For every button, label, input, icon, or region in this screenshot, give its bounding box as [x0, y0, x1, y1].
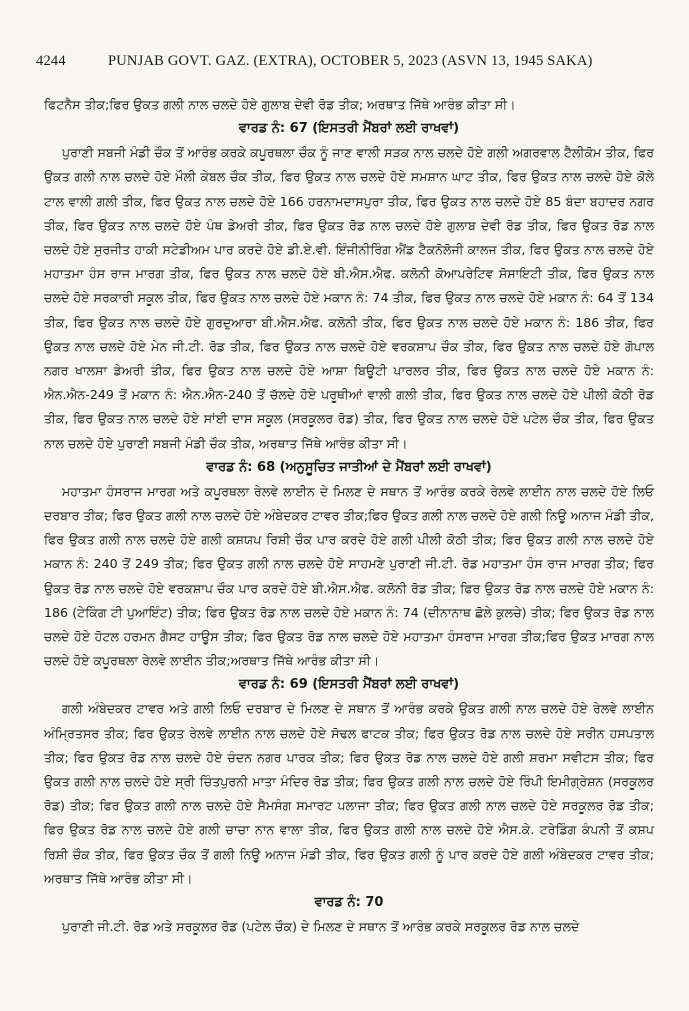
ward-67-heading: ਵਾਰਡ ਨੰ: 67 (ਇਸਤਰੀ ਮੈਂਬਰਾਂ ਲਈ ਰਾਖਵਾਂ): [238, 121, 460, 137]
intro-paragraph: ਫਿਟਨੈਸ ਤੀਕ;ਫਿਰ ਉਕਤ ਗਲੀ ਨਾਲ ਚਲਦੇ ਹੋਏ ਗੁਲਾਬ ਦੇਵੀ ਰੋਡ ਤੀਕ; ਅਰਥਾਤ ਜਿੱਥੇ ਆਰੰਭ ਕੀਤਾ ਸੀ।: [44, 97, 516, 112]
ward-69-description: ਗਲੀ ਅੰਬੇਦਕਰ ਟਾਵਰ ਅਤੇ ਗਲੀ ਲਿਓ ਦਰਬਾਰ ਦੇ ਮਿਲਣ ਦੇ ਸਥਾਨ ਤੋਂ ਆਰੰਭ ਕਰਕੇ ਉਕਤ ਗਲੀ ਨਾਲ ਚਲਦੇ ਹੋਏ ਰੇਲਵੇ ਲਾਈਨ ਅੰਮ੍ਰਿਤਸਰ ਤੀਕ; ਫਿਰ ਉਕਤ ਰੇਲਵੇ ਲਾਈਨ ਨਾਲ ਚਲਦੇ ਹੋਏ ਸੋਢਲ ਫਾਟਕ ਤੀਕ; ਫਿਰ ਉਕਤ ਰੋਡ ਨਾਲ ਚਲਦੇ ਹੋਏ ਸਰੀਨ ਹਸਪਤਾਲ ਤੀਕ; ਫਿਰ ਉਕਤ ਰੋਡ ਨਾਲ ਚਲਦੇ ਹੋਏ ਚੰਦਨ ਨਗਰ ਪਾਰਕ ਤੀਕ; ਫਿਰ ਉਕਤ ਰੋਡ ਨਾਲ ਚਲਦੇ ਹੋਏ ਗਲੀ ਸ਼ਰਮਾ ਸਵੀਟਸ ਤੀਕ; ਫਿਰ ਉਕਤ ਗਲੀ ਨਾਲ ਚਲਦੇ ਹੋਏ ਸ੍ਰੀ ਚਿੰਤਪੁਰਨੀ ਮਾਤਾ ਮੰਦਿਰ ਰੋਡ ਤੀਕ; ਫਿਰ ਉਕਤ ਗਲੀ ਨਾਲ ਚਲਦੇ ਹੋਏ ਰਿੰਪੀ ਇਮੀਗ੍ਰੇਸ਼ਨ (ਸਰਕੂਲਰ ਰੋਡ) ਤੀਕ; ਫਿਰ ਉਕਤ ਗਲੀ ਨਾਲ ਚਲਦੇ ਹੋਏ ਸੈਮਸੰਗ ਸਮਾਰਟ ਪਲਾਜਾ ਤੀਕ; ਫਿਰ ਉਕਤ ਗਲੀ ਨਾਲ ਚਲਦੇ ਹੋਏ ਸਰਕੂਲਰ ਰੋਡ ਤੀਕ; ਫਿਰ ਉਕਤ ਰੋਡ ਨਾਲ ਚਲਦੇ ਹੋਏ ਗਲੀ ਚਾਚਾ ਨਾਨ ਵਾਲਾ ਤੀਕ, ਫਿਰ ਉਕਤ ਗਲੀ ਨਾਲ ਚਲਦੇ ਹੋਏ ਐਸ.ਕੇ. ਟਰੇਡਿੰਗ ਕੰਪਨੀ ਤੋਂ ਕਸ਼ਪ ਰਿਸ਼ੀ ਚੌਕ ਤੀਕ, ਫਿਰ ਉਕਤ ਚੌਕ ਤੋਂ ਗਲੀ ਨਿਊ ਅਨਾਜ ਮੰਡੀ ਤੀਕ, ਫਿਰ ਉਕਤ ਗਲੀ ਨੂੰ ਪਾਰ ਕਰਦੇ ਹੋਏ ਗਲੀ ਅੰਬੇਦਕਰ ਟਾਵਰ ਤੀਕ; ਅਰਥਾਤ ਜਿੱਥੇ ਆਰੰਭ ਕੀਤਾ ਸੀ।: [44, 701, 654, 886]
ward-70-heading: ਵਾਰਡ ਨੰ: 70: [314, 895, 384, 911]
ward-70-description: ਪੁਰਾਣੀ ਜੀ.ਟੀ. ਰੋਡ ਅਤੇ ਸਰਕੂਲਰ ਰੋਡ (ਪਟੇਲ ਚੌਕ) ਦੇ ਮਿਲਣ ਦੇ ਸਥਾਨ ਤੋਂ ਆਰੰਭ ਕਰਕੇ ਸਰਕੂਲਰ ਰੋਡ ਨਾਲ ਚਲਦੇ: [62, 919, 580, 935]
gazette-title: PUNJAB GOVT. GAZ. (EXTRA), OCTOBER 5, 2023 (ASVN 13, 1945 SAKA): [108, 53, 593, 69]
page-content: [44, 93, 654, 939]
ward-67-description: ਪੁਰਾਣੀ ਸਬਜੀ ਮੰਡੀ ਚੌਕ ਤੋਂ ਆਰੰਭ ਕਰਕੇ ਕਪੂਰਥਲਾ ਚੌਕ ਨੂੰ ਜਾਣ ਵਾਲੀ ਸੜਕ ਨਾਲ ਚਲਦੇ ਹੋਏ ਗਲੀ ਅਗਰਵਾਲ ਟੈਲੀਕੋਮ ਤੀਕ, ਫਿਰ ਉਕਤ ਗਲੀ ਨਾਲ ਚਲਦੇ ਹੋਏ ਮੌਲੀ ਕੇਬਲ ਚੌਕ ਤੀਕ, ਫਿਰ ਉਕਤ ਨਾਲ ਚਲਦੇ ਹੋਏ ਸਮਸ਼ਾਨ ਘਾਟ ਤੀਕ, ਫਿਰ ਉਕਤ ਨਾਲ ਚਲਦੇ ਹੋਏ ਕੋਲੇ ਟਾਲ ਵਾਲੀ ਗਲੀ ਤੀਕ, ਫਿਰ ਉਕਤ ਨਾਲ ਚਲਦੇ ਹੋਏ 166 ਹਰਨਾਮਦਾਸਪੁਰਾ ਤੀਕ, ਫਿਰ ਉਕਤ ਨਾਲ ਚਲਦੇ ਹੋਏ 85 ਬੰਦਾ ਬਹਾਦਰ ਨਗਰ ਤੀਕ, ਫਿਰ ਉਕਤ ਨਾਲ ਚਲਦੇ ਹੋਏ ਪੰਥ ਡੇਅਰੀ ਤੀਕ, ਫਿਰ ਉਕਤ ਰੋਡ ਨਾਲ ਚਲਦੇ ਹੋਏ ਗੁਲਾਬ ਦੇਵੀ ਰੋਡ ਤੀਕ, ਫਿਰ ਉਕਤ ਰੋਡ ਨਾਲ ਚਲਦੇ ਹੋਏ ਸੁਰਜੀਤ ਹਾਕੀ ਸਟੇਡੀਅਮ ਪਾਰ ਕਰਦੇ ਹੋਏ ਡੀ.ਏ.ਵੀ. ਇੰਜੀਨੀਰਿੰਗ ਐਂਡ ਟੈਕਨੋਲੋਜੀ ਕਾਲਜ ਤੀਕ, ਫਿਰ ਉਕਤ ਨਾਲ ਚਲਦੇ ਹੋਏ ਮਹਾਤਮਾ ਹੰਸ ਰਾਜ ਮਾਰਗ ਤੀਕ, ਫਿਰ ਉਕਤ ਨਾਲ ਚਲਦੇ ਹੋਏ ਬੀ.ਐਸ.ਐਫ. ਕਲੋਨੀ ਕੋਆਪਰੇਟਿਵ ਸੋਸਾਇਟੀ ਤੀਕ, ਫਿਰ ਉਕਤ ਨਾਲ ਚਲਦੇ ਹੋਏ ਸਰਕਾਰੀ ਸਕੂਲ ਤੀਕ, ਫਿਰ ਉਕਤ ਨਾਲ ਚਲਦੇ ਹੋਏ ਮਕਾਨ ਨੰ: 74 ਤੀਕ, ਫਿਰ ਉਕਤ ਨਾਲ ਚਲਦੇ ਹੋਏ ਮਕਾਨ ਨੰ: 64 ਤੋਂ 134 ਤੀਕ, ਫਿਰ ਉਕਤ ਨਾਲ ਚਲਦੇ ਹੋਏ ਗੁਰਦੁਆਰਾ ਬੀ.ਐਸ.ਐਫ. ਕਲੋਨੀ ਤੀਕ, ਫਿਰ ਉਕਤ ਨਾਲ ਚਲਦੇ ਹੋਏ ਮਕਾਨ ਨੰ: 186 ਤੀਕ, ਫਿਰ ਉਕਤ ਨਾਲ ਚਲਦੇ ਹੋਏ ਮੇਨ ਜੀ.ਟੀ. ਰੋਡ ਤੀਕ, ਫਿਰ ਉਕਤ ਨਾਲ ਚਲਦੇ ਹੋਏ ਵਰਕਸ਼ਾਪ ਚੌਕ ਤੀਕ, ਫਿਰ ਉਕਤ ਨਾਲ ਚਲਦੇ ਹੋਏ ਗੋਪਾਲ ਨਗਰ ਖਾਲਸਾ ਡੇਅਰੀ ਤੀਕ, ਫਿਰ ਉਕਤ ਨਾਲ ਚਲਦੇ ਹੋਏ ਆਸ਼ਾ ਬਿਊਟੀ ਪਾਰਲਰ ਤੀਕ, ਫਿਰ ਉਕਤ ਨਾਲ ਚਲਦੇ ਹੋਏ ਮਕਾਨ ਨੰ: ਐਨ.ਐਨ-249 ਤੋਂ ਮਕਾਨ ਨੰ: ਐਨ.ਐਨ-240 ਤੋਂ ਚੱਲਦੇ ਹੋਏ ਪਰੂਥੀਆਂ ਵਾਲੀ ਗਲੀ ਤੀਕ, ਫਿਰ ਉਕਤ ਨਾਲ ਚਲਦੇ ਹੋਏ ਪੀਲੀ ਕੋਠੀ ਰੋਡ ਤੀਕ, ਫਿਰ ਉਕਤ ਨਾਲ ਚਲਦੇ ਹੋਏ ਸਾਂਈ ਦਾਸ ਸਕੂਲ (ਸਰਕੂਲਰ ਰੋਡ) ਤੀਕ, ਫਿਰ ਉਕਤ ਨਾਲ ਚਲਦੇ ਹੋਏ ਪਟੇਲ ਚੌਕ ਤੀਕ, ਫਿਰ ਉਕਤ ਨਾਲ ਚਲਦੇ ਹੋਏ ਪੁਰਾਣੀ ਸਬਜੀ ਮੰਡੀ ਚੌਕ ਤੀਕ, ਅਰਥਾਤ ਜਿੱਥੇ ਆਰੰਭ ਕੀਤਾ ਸੀ।: [44, 145, 654, 451]
ward-68-description: ਮਹਾਤਮਾ ਹੰਸਰਾਜ ਮਾਰਗ ਅਤੇ ਕਪੂਰਥਲਾ ਰੇਲਵੇ ਲਾਈਨ ਦੇ ਮਿਲਣ ਦੇ ਸਥਾਨ ਤੋਂ ਆਰੰਭ ਕਰਕੇ ਰੇਲਵੇ ਲਾਈਨ ਨਾਲ ਚਲਦੇ ਹੋਏ ਲਿਓ ਦਰਬਾਰ ਤੀਕ; ਫਿਰ ਉਕਤ ਗਲੀ ਨਾਲ ਚਲਦੇ ਹੋਏ ਅੰਬੇਦਕਰ ਟਾਵਰ ਤੀਕ;ਫਿਰ ਉਕਤ ਗਲੀ ਨਾਲ ਚਲਦੇ ਹੋਏ ਗਲੀ ਨਿਊ ਅਨਾਜ ਮੰਡੀ ਤੀਕ, ਫਿਰ ਉਕਤ ਗਲੀ ਨਾਲ ਚਲਦੇ ਹੋਏ ਗਲੀ ਕਸ਼ਯਪ ਰਿਸ਼ੀ ਚੌਕ ਪਾਰ ਕਰਦੇ ਹੋਏ ਗਲੀ ਪੀਲੀ ਕੋਠੀ ਤੀਕ; ਫਿਰ ਉਕਤ ਗਲੀ ਨਾਲ ਚਲਦੇ ਹੋਏ ਮਕਾਨ ਨੰ: 240 ਤੋਂ 249 ਤੀਕ; ਫਿਰ ਉਕਤ ਗਲੀ ਨਾਲ ਚਲਦੇ ਹੋਏ ਸਾਹਮਣੇ ਪੁਰਾਣੀ ਜੀ.ਟੀ. ਰੋਡ ਮਹਾਤਮਾ ਹੰਸ ਰਾਜ ਮਾਰਗ ਤੀਕ; ਫਿਰ ਉਕਤ ਰੋਡ ਨਾਲ ਚਲਦੇ ਹੋਏ ਵਰਕਸ਼ਾਪ ਚੌਕ ਪਾਰ ਕਰਦੇ ਹੋਏ ਬੀ.ਐਸ.ਐਫ. ਕਲੋਨੀ ਰੋਡ ਤੀਕ; ਫਿਰ ਉਕਤ ਰੋਡ ਨਾਲ ਚਲਦੇ ਹੋਏ ਮਕਾਨ ਨੰ: 186 (ਟੇਕਿੰਗ ਟੀ ਪੁਆਇੰਟ) ਤੀਕ; ਫਿਰ ਉਕਤ ਰੋਡ ਨਾਲ ਚਲਦੇ ਹੋਏ ਮਕਾਨ ਨੰ: 74 (ਦੀਨਾਨਾਥ ਛੋਲੇ ਕੁਲਚੇ) ਤੀਕ; ਫਿਰ ਉਕਤ ਰੋਡ ਨਾਲ ਚਲਦੇ ਹੋਏ ਹੋਟਲ ਹਰਮਨ ਗੈਸਟ ਹਾਊਸ ਤੀਕ; ਫਿਰ ਉਕਤ ਰੋਡ ਨਾਲ ਚਲਦੇ ਹੋਏ ਮਹਾਤਮਾ ਹੰਸਰਾਜ ਮਾਰਗ ਤੀਕ;ਫਿਰ ਉਕਤ ਮਾਰਗ ਨਾਲ ਚਲਦੇ ਹੋਏ ਕਪੂਰਥਲਾ ਰੇਲਵੇ ਲਾਈਨ ਤੀਕ;ਅਰਥਾਤ ਜਿੱਥੇ ਆਰੰਭ ਕੀਤਾ ਸੀ।: [44, 483, 654, 669]
ward-69-heading: ਵਾਰਡ ਨੰ: 69 (ਇਸਤਰੀ ਮੈਂਬਰਾਂ ਲਈ ਰਾਖਵਾਂ): [238, 677, 460, 693]
ward-68-heading: ਵਾਰਡ ਨੰ: 68 (ਅਨੁਸੂਚਿਤ ਜਾਤੀਆਂ ਦੇ ਮੈਂਬਰਾਂ ਲਈ ਰਾਖਵਾਂ): [206, 459, 492, 475]
page-header: [36, 53, 661, 73]
page-number: 4244: [36, 53, 66, 69]
